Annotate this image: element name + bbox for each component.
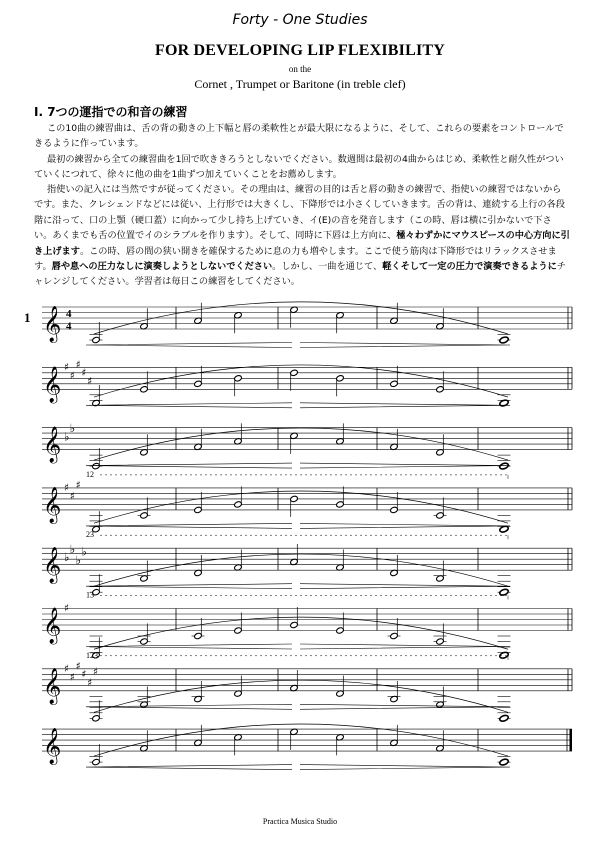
on-the-text: on the: [288, 64, 312, 74]
time-signature-bottom: 4: [66, 320, 72, 333]
crescendo-hairpin: [86, 343, 292, 348]
decrescendo-hairpin: [300, 403, 510, 408]
final-barline-thick: [570, 729, 573, 751]
flat-icon: ♭: [69, 541, 76, 556]
paragraph-1: [34, 121, 570, 152]
sharp-icon: ♯: [87, 375, 93, 388]
sharp-icon: ♯: [75, 479, 81, 492]
whole-note: [499, 758, 509, 766]
treble-clef-icon: 𝄞: [43, 547, 62, 584]
sharp-icon: ♯: [81, 668, 87, 681]
slur-arc: [94, 617, 508, 649]
instrument-line: Cornet , Trumpet or Baritone (in treble clef): [194, 77, 406, 91]
time-signature-top: 4: [66, 308, 72, 320]
emphasis-text: 極々わずかにマウスピースの中心方向に引き上げます: [34, 230, 570, 257]
crescendo-hairpin: [86, 765, 292, 770]
decrescendo-hairpin: [300, 523, 510, 528]
whole-note: [499, 336, 509, 344]
body-text: チャレンジしてください。学習者は毎日この練習をしてください。: [34, 261, 566, 288]
sharp-icon: ♯: [81, 367, 87, 379]
sharp-icon: ♯: [75, 660, 81, 673]
paragraph-2: [34, 152, 570, 183]
crescendo-hairpin: [86, 644, 292, 649]
body-text: この10曲の練習曲は、舌の背の動きの上下幅と唇の柔軟性とが最大限になるように、そして、これらの要素をコントロールできるように作っています。: [34, 123, 564, 150]
page-title: FOR DEVELOPING LIP FLEXIBILITY: [154, 42, 446, 59]
flat-icon: ♭: [81, 544, 87, 559]
collection-subtitle: Forty - One Studies: [232, 12, 368, 28]
whole-note: [499, 462, 509, 470]
body-text: 指使いの記入には当然ですが従ってください。その理由は、練習の目的は舌と唇の動きの練習で、指使いの練習ではないからです。また、クレシェンドなどには従い、上行形では大きくし、下降形では小さくしていきます。舌の背は、連続する上行の各段階に沿って、口の上顎（硬口蓋）に向かって少し持ち上げていき、イ(E)の音を発音します（この時、唇は横に引かないで下さい。あくまでも舌の位置でイのシラブルを作ります）。そして、同時に下唇は上方向に、: [34, 184, 565, 242]
body-text: 。しかし、一曲を通じて、: [272, 261, 383, 273]
decrescendo-hairpin: [300, 584, 510, 589]
sharp-icon: ♯: [69, 490, 75, 503]
sharp-icon: ♯: [64, 663, 70, 675]
crescendo-hairpin: [86, 403, 292, 408]
sharp-icon: ♯: [64, 361, 70, 374]
sharp-icon: ♯: [64, 602, 70, 615]
body-text: 。この時、唇の間の狭い開きを確保するために息の力も増やします。ここで使う筋肉は下降形ではリラックスさせます。: [34, 245, 557, 273]
treble-clef-icon: 𝄞: [43, 667, 62, 704]
body-text: 最初の練習から全ての練習曲を1回で吹ききろうとしないでください。数週間は最初の4曲からはじめ、柔軟性と耐久性がついていくにつれて、徐々に他の曲を1曲ずつ加えていくことをお薦めします。: [34, 154, 564, 181]
fingering-label: 12: [86, 469, 94, 479]
decrescendo-hairpin: [300, 704, 510, 709]
treble-clef-icon: 𝄞: [43, 728, 62, 765]
whole-note: [499, 588, 509, 596]
music-score: [0, 290, 600, 800]
decrescendo-hairpin: [300, 343, 510, 348]
crescendo-hairpin: [86, 704, 292, 709]
flat-icon: ♭: [64, 550, 70, 564]
fingering-label: 123: [86, 650, 98, 660]
treble-clef-icon: 𝄞: [43, 486, 62, 523]
whole-note: [499, 714, 509, 722]
flat-icon: ♭: [75, 552, 82, 567]
footer-publisher: Practica Musica Studio: [262, 817, 338, 826]
sharp-icon: ♯: [69, 369, 75, 382]
flat-icon: ♭: [64, 429, 70, 444]
treble-clef-icon: 𝄞: [43, 426, 62, 463]
decrescendo-hairpin: [300, 644, 510, 649]
section-heading: I. 7つの運指での和音の練習: [34, 105, 188, 119]
paragraph-3: [34, 182, 570, 290]
treble-clef-icon: 𝄞: [43, 366, 62, 403]
decrescendo-hairpin: [300, 463, 510, 468]
emphasis-text: 軽くそして一定の圧力で演奏できるように: [382, 261, 557, 273]
crescendo-hairpin: [86, 584, 292, 589]
sharp-icon: ♯: [75, 358, 81, 371]
slur-arc: [94, 365, 508, 397]
crescendo-hairpin: [86, 523, 292, 528]
treble-clef-icon: 𝄞: [43, 306, 62, 342]
decrescendo-hairpin: [300, 765, 510, 770]
sharp-icon: ♯: [87, 676, 93, 689]
crescendo-hairpin: [86, 463, 292, 468]
treble-clef-icon: 𝄞: [43, 607, 62, 644]
flat-icon: ♭: [69, 421, 76, 436]
slur-arc: [94, 491, 508, 523]
exercise-number: 1: [24, 310, 31, 325]
sharp-icon: ♯: [93, 665, 99, 678]
sharp-icon: ♯: [69, 671, 75, 684]
emphasis-text: 唇や息への圧力なしに演奏しようとしないでください: [51, 261, 273, 273]
fingering-label: 13: [86, 590, 94, 600]
sharp-icon: ♯: [64, 482, 70, 495]
fingering-label: 23: [86, 530, 94, 540]
